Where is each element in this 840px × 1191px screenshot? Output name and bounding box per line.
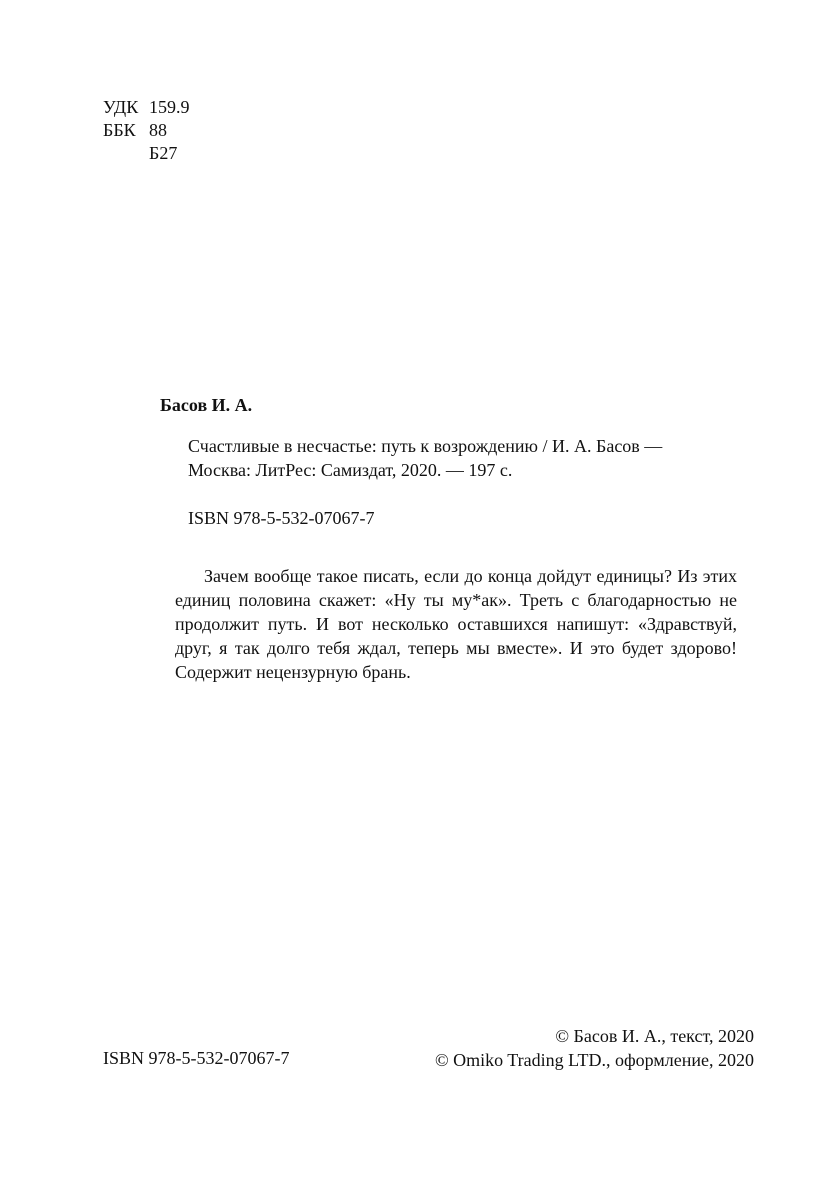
bbk-label: ББК bbox=[103, 120, 136, 140]
isbn-bottom: ISBN 978-5-532-07067-7 bbox=[103, 1048, 290, 1068]
author-mark-label bbox=[103, 142, 149, 165]
copyright-design-line: © Omiko Trading LTD., оформление, 2020 bbox=[434, 1050, 754, 1070]
copyright-block bbox=[435, 1024, 754, 1072]
author-heading: Басов И. А. bbox=[160, 395, 253, 415]
udk-label: УДК bbox=[103, 97, 139, 117]
author-mark-value: Б27 bbox=[149, 143, 178, 163]
bbk-value: 88 bbox=[149, 120, 167, 140]
bibliographic-title-line: Счастливые в несчастье: путь к возрождению / И. А. Басов — bbox=[188, 436, 663, 456]
classification-block bbox=[103, 96, 190, 165]
udk-value: 159.9 bbox=[149, 97, 190, 117]
isbn-top: ISBN 978-5-532-07067-7 bbox=[188, 508, 375, 528]
copyright-text-line: © Басов И. А., текст, 2020 bbox=[555, 1026, 754, 1046]
bbk-row bbox=[103, 119, 190, 142]
udk-row bbox=[103, 96, 190, 119]
bibliographic-publisher-line: Москва: ЛитРес: Самиздат, 2020. — 197 с. bbox=[188, 460, 513, 480]
annotation-paragraph: Зачем вообще такое писать, если до конца дойдут единицы? Из этих единиц половина скажет: «Ну ты му*ак». Треть с благодарностью не продолжит путь. И вот несколько оставшихся напишут: «Здравствуй, друг, я так долго тебя ждал, теперь мы вместе». И это будет здорово! Содержит нецензурную брань. bbox=[175, 566, 737, 682]
author-mark-row bbox=[103, 142, 190, 165]
